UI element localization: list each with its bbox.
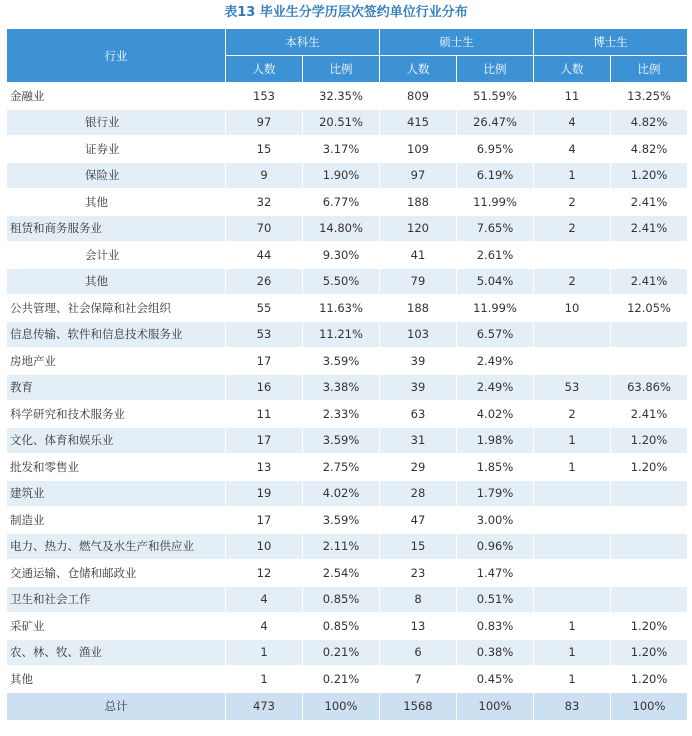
total-bachelor-count: 473 [226, 692, 303, 720]
industry-name: 交通运输、仓储和邮政业 [7, 560, 226, 587]
bachelor-count-cell: 9 [226, 162, 303, 189]
master-ratio-cell: 11.99% [457, 295, 534, 322]
table-row [7, 533, 688, 560]
doctor-count-cell [534, 586, 611, 613]
table-row [7, 295, 688, 322]
doctor-count-cell [534, 480, 611, 507]
doctor-ratio-cell: 12.05% [611, 295, 688, 322]
master-ratio-cell: 6.95% [457, 136, 534, 163]
doctor-count-cell [534, 348, 611, 375]
doctor-count-cell: 1 [534, 427, 611, 454]
bachelor-ratio-cell: 2.33% [303, 401, 380, 428]
master-count-cell: 415 [380, 109, 457, 136]
industry-name: 信息传输、软件和信息技术服务业 [7, 321, 226, 348]
master-ratio-cell: 2.49% [457, 348, 534, 375]
master-ratio-cell: 2.49% [457, 374, 534, 401]
bachelor-count-cell: 4 [226, 586, 303, 613]
table-row [7, 162, 688, 189]
header-bachelor-count: 人数 [226, 56, 303, 83]
header-group-master: 硕士生 [380, 29, 534, 56]
total-label: 总计 [7, 692, 226, 720]
doctor-ratio-cell: 2.41% [611, 189, 688, 216]
bachelor-count-cell: 32 [226, 189, 303, 216]
header-bachelor-ratio: 比例 [303, 56, 380, 83]
doctor-ratio-cell: 4.82% [611, 136, 688, 163]
bachelor-ratio-cell: 0.85% [303, 613, 380, 640]
doctor-count-cell: 1 [534, 613, 611, 640]
bachelor-ratio-cell: 2.11% [303, 533, 380, 560]
bachelor-ratio-cell: 11.21% [303, 321, 380, 348]
industry-name: 批发和零售业 [7, 454, 226, 481]
bachelor-ratio-cell: 14.80% [303, 215, 380, 242]
table-row [7, 109, 688, 136]
table-row [7, 613, 688, 640]
bachelor-count-cell: 70 [226, 215, 303, 242]
master-count-cell: 8 [380, 586, 457, 613]
industry-name: 建筑业 [7, 480, 226, 507]
master-count-cell: 13 [380, 613, 457, 640]
doctor-ratio-cell: 13.25% [611, 83, 688, 110]
industry-name: 卫生和社会工作 [7, 586, 226, 613]
master-ratio-cell: 0.45% [457, 666, 534, 693]
doctor-ratio-cell: 1.20% [611, 454, 688, 481]
doctor-count-cell: 1 [534, 666, 611, 693]
bachelor-ratio-cell: 0.21% [303, 639, 380, 666]
master-ratio-cell: 6.57% [457, 321, 534, 348]
table-row [7, 215, 688, 242]
industry-name: 会计业 [7, 242, 226, 269]
table-row [7, 560, 688, 587]
industry-name: 其他 [7, 189, 226, 216]
bachelor-ratio-cell: 3.59% [303, 427, 380, 454]
header-master-count: 人数 [380, 56, 457, 83]
industry-name: 其他 [7, 268, 226, 295]
master-count-cell: 109 [380, 136, 457, 163]
header-master-ratio: 比例 [457, 56, 534, 83]
table-body [7, 83, 688, 693]
bachelor-count-cell: 4 [226, 613, 303, 640]
doctor-ratio-cell: 1.20% [611, 162, 688, 189]
industry-name: 房地产业 [7, 348, 226, 375]
master-count-cell: 188 [380, 295, 457, 322]
master-ratio-cell: 11.99% [457, 189, 534, 216]
doctor-count-cell: 4 [534, 136, 611, 163]
bachelor-count-cell: 26 [226, 268, 303, 295]
master-count-cell: 31 [380, 427, 457, 454]
bachelor-count-cell: 55 [226, 295, 303, 322]
master-ratio-cell: 5.04% [457, 268, 534, 295]
header-group-bachelor: 本科生 [226, 29, 380, 56]
master-count-cell: 29 [380, 454, 457, 481]
master-count-cell: 188 [380, 189, 457, 216]
doctor-count-cell: 10 [534, 295, 611, 322]
header-doctor-count: 人数 [534, 56, 611, 83]
table-row [7, 136, 688, 163]
bachelor-count-cell: 17 [226, 348, 303, 375]
industry-name: 采矿业 [7, 613, 226, 640]
table-row [7, 480, 688, 507]
industry-name: 银行业 [7, 109, 226, 136]
master-ratio-cell: 4.02% [457, 401, 534, 428]
table-row [7, 666, 688, 693]
header-row-groups [7, 29, 688, 56]
doctor-ratio-cell [611, 507, 688, 534]
doctor-ratio-cell [611, 560, 688, 587]
master-count-cell: 63 [380, 401, 457, 428]
doctor-count-cell [534, 533, 611, 560]
master-ratio-cell: 0.51% [457, 586, 534, 613]
table-row [7, 586, 688, 613]
bachelor-count-cell: 17 [226, 427, 303, 454]
doctor-count-cell: 1 [534, 639, 611, 666]
master-ratio-cell: 0.96% [457, 533, 534, 560]
doctor-count-cell: 2 [534, 215, 611, 242]
industry-name: 教育 [7, 374, 226, 401]
doctor-ratio-cell: 63.86% [611, 374, 688, 401]
header-industry: 行业 [7, 29, 226, 83]
doctor-count-cell: 1 [534, 454, 611, 481]
bachelor-ratio-cell: 2.54% [303, 560, 380, 587]
doctor-count-cell [534, 242, 611, 269]
master-ratio-cell: 1.79% [457, 480, 534, 507]
bachelor-ratio-cell: 3.59% [303, 348, 380, 375]
bachelor-ratio-cell: 5.50% [303, 268, 380, 295]
table-title: 表13 毕业生分学历层次签约单位行业分布 [224, 5, 468, 20]
table-row [7, 189, 688, 216]
industry-name: 农、林、牧、渔业 [7, 639, 226, 666]
bachelor-count-cell: 1 [226, 666, 303, 693]
bachelor-count-cell: 17 [226, 507, 303, 534]
bachelor-count-cell: 16 [226, 374, 303, 401]
doctor-count-cell [534, 560, 611, 587]
doctor-ratio-cell [611, 586, 688, 613]
doctor-count-cell: 2 [534, 189, 611, 216]
industry-name: 证券业 [7, 136, 226, 163]
industry-name: 租赁和商务服务业 [7, 215, 226, 242]
doctor-count-cell: 4 [534, 109, 611, 136]
master-count-cell: 7 [380, 666, 457, 693]
bachelor-ratio-cell: 0.21% [303, 666, 380, 693]
industry-name: 其他 [7, 666, 226, 693]
bachelor-count-cell: 13 [226, 454, 303, 481]
master-count-cell: 41 [380, 242, 457, 269]
master-ratio-cell: 3.00% [457, 507, 534, 534]
industry-name: 电力、热力、燃气及水生产和供应业 [7, 533, 226, 560]
table-row [7, 348, 688, 375]
bachelor-ratio-cell: 0.85% [303, 586, 380, 613]
industry-name: 文化、体育和娱乐业 [7, 427, 226, 454]
master-count-cell: 39 [380, 374, 457, 401]
doctor-ratio-cell: 1.20% [611, 427, 688, 454]
bachelor-count-cell: 97 [226, 109, 303, 136]
master-ratio-cell: 0.38% [457, 639, 534, 666]
industry-name: 制造业 [7, 507, 226, 534]
total-doctor-ratio: 100% [611, 692, 688, 720]
master-count-cell: 28 [380, 480, 457, 507]
doctor-ratio-cell [611, 242, 688, 269]
industry-name: 科学研究和技术服务业 [7, 401, 226, 428]
master-count-cell: 97 [380, 162, 457, 189]
bachelor-ratio-cell: 11.63% [303, 295, 380, 322]
doctor-ratio-cell [611, 480, 688, 507]
table-row [7, 268, 688, 295]
master-count-cell: 120 [380, 215, 457, 242]
total-doctor-count: 83 [534, 692, 611, 720]
bachelor-ratio-cell: 4.02% [303, 480, 380, 507]
bachelor-ratio-cell: 2.75% [303, 454, 380, 481]
bachelor-count-cell: 44 [226, 242, 303, 269]
total-row [7, 692, 688, 720]
header-doctor-ratio: 比例 [611, 56, 688, 83]
doctor-ratio-cell: 4.82% [611, 109, 688, 136]
master-ratio-cell: 7.65% [457, 215, 534, 242]
industry-distribution-table [6, 28, 688, 721]
industry-name: 保险业 [7, 162, 226, 189]
master-count-cell: 103 [380, 321, 457, 348]
bachelor-ratio-cell: 1.90% [303, 162, 380, 189]
header-group-doctor: 博士生 [534, 29, 688, 56]
doctor-ratio-cell: 1.20% [611, 613, 688, 640]
doctor-ratio-cell: 2.41% [611, 215, 688, 242]
bachelor-ratio-cell: 9.30% [303, 242, 380, 269]
bachelor-count-cell: 53 [226, 321, 303, 348]
total-master-ratio: 100% [457, 692, 534, 720]
industry-name: 金融业 [7, 83, 226, 110]
total-master-count: 1568 [380, 692, 457, 720]
doctor-count-cell [534, 321, 611, 348]
master-ratio-cell: 1.98% [457, 427, 534, 454]
industry-name: 公共管理、社会保障和社会组织 [7, 295, 226, 322]
doctor-ratio-cell [611, 348, 688, 375]
bachelor-ratio-cell: 6.77% [303, 189, 380, 216]
doctor-ratio-cell [611, 321, 688, 348]
master-ratio-cell: 51.59% [457, 83, 534, 110]
master-ratio-cell: 26.47% [457, 109, 534, 136]
master-ratio-cell: 1.85% [457, 454, 534, 481]
master-count-cell: 809 [380, 83, 457, 110]
doctor-ratio-cell [611, 533, 688, 560]
doctor-ratio-cell: 2.41% [611, 268, 688, 295]
master-ratio-cell: 0.83% [457, 613, 534, 640]
bachelor-ratio-cell: 3.38% [303, 374, 380, 401]
bachelor-ratio-cell: 3.17% [303, 136, 380, 163]
table-row [7, 427, 688, 454]
master-count-cell: 23 [380, 560, 457, 587]
table-row [7, 374, 688, 401]
bachelor-count-cell: 15 [226, 136, 303, 163]
doctor-count-cell [534, 507, 611, 534]
doctor-ratio-cell: 2.41% [611, 401, 688, 428]
total-bachelor-ratio: 100% [303, 692, 380, 720]
table-row [7, 401, 688, 428]
bachelor-ratio-cell: 32.35% [303, 83, 380, 110]
bachelor-ratio-cell: 3.59% [303, 507, 380, 534]
doctor-count-cell: 53 [534, 374, 611, 401]
table-row [7, 507, 688, 534]
master-count-cell: 79 [380, 268, 457, 295]
doctor-count-cell: 11 [534, 83, 611, 110]
table-row [7, 83, 688, 110]
bachelor-count-cell: 11 [226, 401, 303, 428]
table-row [7, 639, 688, 666]
master-ratio-cell: 6.19% [457, 162, 534, 189]
master-count-cell: 6 [380, 639, 457, 666]
doctor-ratio-cell: 1.20% [611, 639, 688, 666]
bachelor-count-cell: 19 [226, 480, 303, 507]
doctor-ratio-cell: 1.20% [611, 666, 688, 693]
master-count-cell: 39 [380, 348, 457, 375]
bachelor-count-cell: 153 [226, 83, 303, 110]
table-row [7, 242, 688, 269]
master-ratio-cell: 2.61% [457, 242, 534, 269]
bachelor-ratio-cell: 20.51% [303, 109, 380, 136]
table-row [7, 454, 688, 481]
master-count-cell: 15 [380, 533, 457, 560]
doctor-count-cell: 2 [534, 268, 611, 295]
bachelor-count-cell: 10 [226, 533, 303, 560]
master-ratio-cell: 1.47% [457, 560, 534, 587]
master-count-cell: 47 [380, 507, 457, 534]
table-row [7, 321, 688, 348]
doctor-count-cell: 2 [534, 401, 611, 428]
doctor-count-cell: 1 [534, 162, 611, 189]
bachelor-count-cell: 1 [226, 639, 303, 666]
bachelor-count-cell: 12 [226, 560, 303, 587]
